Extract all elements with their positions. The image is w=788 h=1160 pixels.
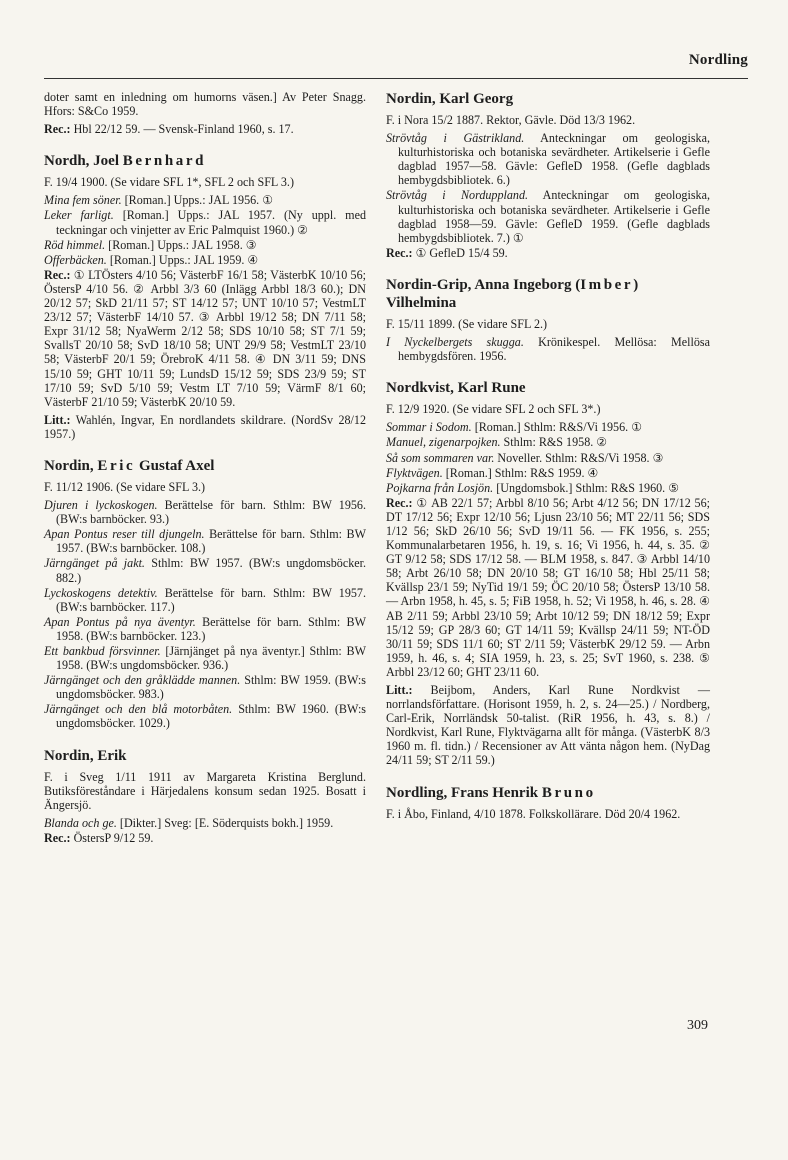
work-item — [44, 193, 366, 207]
work-details: [Roman.] Upps.: JAL 1959. ④ — [106, 252, 259, 267]
work-title: Djuren i lyckoskogen. — [44, 498, 158, 513]
heading-text: Nordling, Frans Henrik — [386, 784, 542, 801]
work-details: Berättelse för barn. Sthlm: BW 1956. (BW:s barnböcker. 93.) — [56, 498, 366, 527]
work-item — [386, 435, 710, 449]
work-title: Mina fem söner. — [44, 193, 122, 208]
work-title: Blanda och ge. — [44, 815, 117, 830]
work-title: Järngänget och den blå motorbåten. — [44, 702, 233, 717]
work-title: Sommar i Sodom. — [386, 420, 472, 435]
work-item — [44, 644, 366, 672]
work-details: [Roman.] Upps.: JAL 1956. ① — [121, 193, 274, 208]
work-item — [386, 335, 710, 363]
works-list — [44, 193, 366, 266]
entry-heading — [44, 457, 366, 475]
work-details: Sthlm: BW 1959. (BW:s ungdomsböcker. 983.) — [56, 673, 366, 702]
work-details: Sthlm: BW 1960. (BW:s ungdomsböcker. 1029.) — [56, 702, 367, 731]
rec-line — [386, 496, 710, 679]
entry-bio: F. i Nora 15/2 1887. Rektor, Gävle. Död 13/3 1962. — [386, 113, 636, 127]
page-header — [44, 50, 748, 79]
works-list — [44, 816, 366, 830]
work-item — [44, 498, 366, 526]
works-list — [386, 131, 710, 245]
entry-nordin-erik — [44, 747, 366, 845]
rec-text: ÖstersP 9/12 59. — [73, 830, 154, 845]
work-title: Järngänget och den gråklädde mannen. — [44, 673, 241, 688]
entry-bio: F. i Åbo, Finland, 4/10 1878. Folkskollärare. Död 20/4 1962. — [386, 806, 681, 821]
rec-label: Rec.: — [44, 830, 71, 845]
work-title: Flyktvägen. — [386, 465, 443, 480]
work-item — [44, 527, 366, 555]
work-details: [Ungdomsbok.] Sthlm: R&S 1960. ⑤ — [493, 480, 680, 495]
rec-label: Rec.: — [44, 267, 71, 282]
entry-bio: F. i Sveg 1/11 1911 av Margareta Kristina Berglund. Butiksföreståndare i Härjedalens konsum sedan 1925. Bosatt i Ängersjö. — [44, 769, 366, 812]
litt-text: Beijbom, Anders, Karl Rune Nordkvist — norrlandsförfattare. (Horisont 1959, h. 2, s. 24—25.) / Nordberg, Carl-Erik, Norrländsk 50-talist. (RiR 1956, h. 43, s. 8.) / Nordkvist, Karl Rune, Flyktvägarna allt för många. (VästerbK 8/3 1960 m. fl. tidn.) / Recensioner av Att vänta någon hem. (NyDag 24/11 59; ST 2/11 59.) — [386, 683, 710, 768]
litt-label: Litt.: — [44, 412, 71, 427]
litt-line — [44, 413, 366, 441]
work-item — [386, 188, 710, 244]
work-details: Krönikespel. Mellösa: Mellösa hembygdsfören. 1956. — [398, 335, 710, 364]
work-item — [44, 253, 366, 267]
heading-text: Nordin-Grip, Anna Ingeborg ( — [386, 276, 581, 293]
work-title: Strövtåg i Gästrikland. — [386, 131, 525, 146]
work-title: Leker farligt. — [44, 208, 114, 223]
rec-label: Rec.: — [386, 495, 413, 510]
work-details: Anteckningar om geologiska, kulturhistoriska och botaniska sevärdheter. Artikelserie i Gefle dagblad 1957—58. Gävle: GefleD 1958. (Gefle dagblads hembygdsbibliotek. 6.) — [398, 131, 710, 188]
rec-text: Hbl 22/12 59. — Svensk-Finland 1960, s. 17. — [73, 122, 294, 137]
rec-label: Rec.: — [44, 122, 71, 137]
work-item — [44, 615, 366, 643]
work-title: Lyckoskogens detektiv. — [44, 585, 158, 600]
heading-spaced-name: Eric — [97, 457, 136, 474]
entry-heading — [386, 276, 710, 312]
entry-bio: F. 12/9 1920. (Se vidare SFL 2 och SFL 3*.) — [386, 402, 601, 417]
work-title: Ett bankbud försvinner. — [44, 644, 161, 658]
litt-text: Wahlén, Ingvar, En nordlandets skildrare. (NordSv 28/12 1957.) — [44, 412, 366, 441]
entry-bio: F. 15/11 1899. (Se vidare SFL 2.) — [386, 316, 548, 331]
work-details: [Järnjänget på nya äventyr.] Sthlm: BW 1958. (BW:s ungdomsböcker. 936.) — [56, 644, 366, 673]
rec-text: ① LTÖsters 4/10 56; VästerbF 16/1 58; VästerbK 10/10 56; ÖstersP 4/10 56. ② Arbbl 3/3 60 (Inlägg Arbbl 18/3 60.); DN 20/12 57; SkD 21/11 57; ST 14/12 57; UNT 10/10 57; VestmLT 23/12 57; VästerbF 14/10 57. ③ Arbbl 19/12 58; DN 7/11 58; Expr 31/12 58; NyaWerm 2/12 58; SDS 10/10 58; ST 7/1 59; SvallsT 20/10 58; SvD 18/10 58; UNT 29/9 58; VestmLT 23/10 58; VästerbF 20/1 59; ÖrebroK 4/11 58. ④ DN 3/11 59; DNS 15/10 59; GHT 10/11 59; LundsD 15/12 59; SDS 23/9 59; ST 17/10 59; SvD 5/10 59; Vestm LT 7/10 59; VärmF 8/1 60; VästerbF 21/10 59; VästerbK 20/10 59. — [44, 267, 366, 409]
heading-text-post: ) Vilhelmina — [386, 276, 639, 311]
work-item — [44, 673, 366, 701]
work-item — [44, 208, 366, 236]
rec-text: ① AB 22/1 57; Arbbl 8/10 56; Arbt 4/12 56; DN 17/12 56; DT 17/12 56; Expr 12/10 56; Ljusn 23/10 56; MT 22/11 56; SDS 1/12 56; SkD 26/10 56; SvD 19/11 56. — FK 1956, s. 255; Kommunalarbetaren 1956, h. 19, s. 16; Vi 1956, h. 44, s. 35. ② GT 9/12 58; SDS 17/12 58. — BLM 1958, s. 847. ③ Arbbl 14/10 58; Arbt 26/10 58; DN 20/10 58; GT 16/10 58; Hbl 25/11 58; Kvällsp 23/1 59; NyTid 19/1 59; ÖC 20/10 58; ÖstersP 13/10 58. — Arbn 1958, h. 45, s. 5; FiB 1958, h. 52; Vi 1958, h. 46, s. 28. ④ AB 2/11 59; Arbbl 23/10 59; Arbt 10/12 59; DN 18/12 59; Expr 15/12 59; GP 28/3 60; GT 14/11 59; Kvällsp 24/11 59; NT-ÖD 30/11 59; SDS 11/1 60; ST 2/11 59; VästerbK 29/12 59. — Arbn 1959, h. 46, s. 4; SIA 1959, h. 23, s. 25; SvT 1960, s. 238. ⑤ Arbbl 23/12 60; GHT 23/11 60. — [386, 495, 710, 679]
work-item — [386, 481, 710, 495]
work-title: I Nyckelbergets skugga. — [386, 335, 524, 350]
entry-nordin-eric-gustaf — [44, 457, 366, 731]
rec-line — [44, 831, 366, 845]
work-title: Apan Pontus reser till djungeln. — [44, 527, 205, 542]
work-details: Berättelse för barn. Sthlm: BW 1957. (BW:s barnböcker. 108.) — [56, 527, 366, 556]
work-details: Sthlm: R&S 1958. ② — [500, 435, 608, 450]
entry-nordin-grip — [386, 276, 710, 363]
work-details: [Roman.] Sthlm: R&S/Vi 1956. ① — [471, 420, 643, 435]
work-details: [Roman.] Upps.: JAL 1958. ③ — [105, 237, 257, 252]
entry-nordling — [386, 784, 710, 821]
heading-spaced-name: Bernhard — [122, 153, 207, 170]
entry-heading — [386, 784, 710, 802]
rec-line — [44, 268, 366, 409]
heading-text: Nordin, — [44, 457, 98, 474]
entry-heading: Nordin, Karl Georg — [386, 91, 514, 107]
work-details: Berättelse för barn. Sthlm: BW 1957. (BW:s barnböcker. 117.) — [56, 585, 366, 614]
heading-text: Nordh, Joel — [44, 153, 123, 170]
litt-label: Litt.: — [386, 683, 413, 697]
entry-heading: Nordin, Erik — [44, 747, 127, 764]
work-title: Offerbäcken. — [44, 252, 107, 267]
entry-nordin-karl — [386, 90, 710, 260]
entry-text: doter samt en inledning om humorns väsen.] Av Peter Snagg. Hfors: S&Co 1959. — [44, 90, 366, 119]
work-item — [386, 451, 710, 465]
work-item — [44, 586, 366, 614]
heading-spaced-name: Imber — [580, 276, 634, 293]
page-number: 309 — [687, 1018, 708, 1033]
heading-spaced-name: Bruno — [541, 784, 596, 801]
entry-nordh-joel — [44, 152, 366, 441]
entry-heading — [44, 152, 366, 170]
heading-text-post: Gustaf Axel — [135, 457, 215, 474]
work-title: Strövtåg i Norduppland. — [386, 188, 529, 203]
work-item — [386, 420, 710, 434]
work-details: Anteckningar om geologiska, kulturhistoriska och botaniska sevärdheter. Artikelserie i Gefle dagblad 1958—59. Gävle: GefleD 1959. (Gefle dagblads hembygdsbibliotek. 7.) ① — [398, 188, 710, 245]
work-item — [44, 556, 366, 584]
running-head: Nordling — [688, 52, 748, 68]
work-details: Sthlm: BW 1957. (BW:s ungdomsböcker. 882.) — [56, 556, 366, 585]
work-title: Pojkarna från Losjön. — [386, 480, 494, 495]
work-item — [44, 816, 366, 830]
work-title: Järngänget på jakt. — [44, 556, 145, 571]
work-item — [44, 238, 366, 252]
works-list — [386, 335, 710, 363]
work-title: Apan Pontus på nya äventyr. — [44, 614, 196, 629]
entry-bio: F. 11/12 1906. (Se vidare SFL 3.) — [44, 479, 206, 494]
rec-text: ① GefleD 15/4 59. — [415, 245, 508, 260]
work-title: Röd himmel. — [44, 237, 106, 252]
works-list — [44, 498, 366, 731]
work-details: Noveller. Sthlm: R&S/Vi 1958. ③ — [494, 450, 664, 465]
entry-continuation — [44, 90, 366, 136]
right-column — [386, 90, 710, 837]
rec-label: Rec.: — [386, 245, 413, 260]
entry-heading: Nordkvist, Karl Rune — [386, 380, 526, 397]
work-details: [Roman.] Sthlm: R&S 1959. ④ — [442, 465, 599, 480]
work-item — [44, 702, 366, 730]
work-title: Så som sommaren var. — [386, 450, 495, 465]
rec-line — [44, 122, 366, 136]
works-list — [386, 420, 710, 494]
work-details: [Dikter.] Sveg: [E. Söderquists bokh.] 1959. — [116, 815, 334, 830]
work-details: Berättelse för barn. Sthlm: BW 1958. (BW:s barnböcker. 123.) — [56, 614, 366, 643]
entry-nordkvist — [386, 379, 710, 767]
litt-line — [386, 683, 710, 768]
entry-bio: F. 19/4 1900. (Se vidare SFL 1*, SFL 2 och SFL 3.) — [44, 175, 294, 190]
work-details: [Roman.] Upps.: JAL 1957. (Ny uppl. med teckningar och vinjetter av Eric Palmquist 1960.) ② — [56, 208, 366, 237]
work-item — [386, 131, 710, 187]
left-column — [44, 90, 366, 861]
work-item — [386, 466, 710, 480]
work-title: Manuel, zigenarpojken. — [386, 435, 501, 450]
rec-line — [386, 246, 710, 260]
